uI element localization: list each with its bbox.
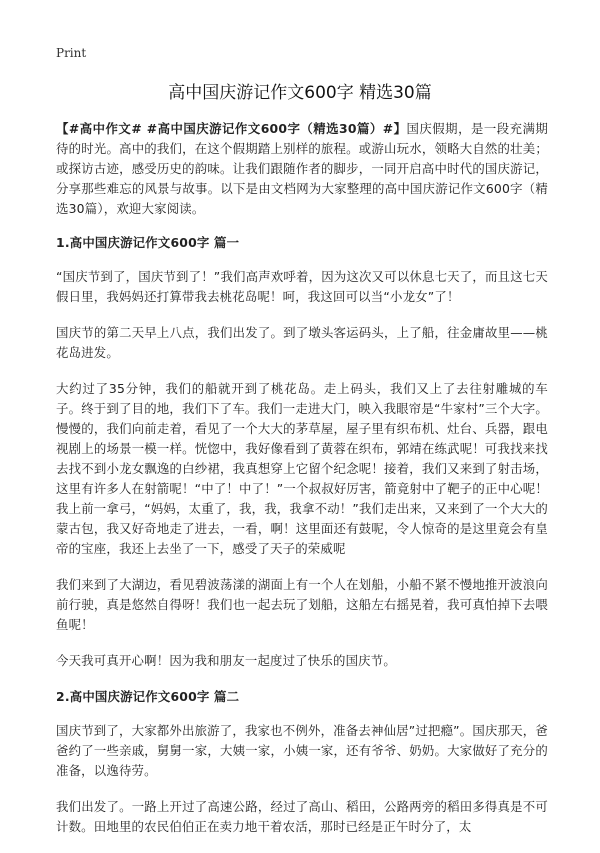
section-heading-2: 2.高中国庆游记作文600字 篇二 — [56, 689, 240, 704]
paragraph: “国庆节到了，国庆节到了！”我们高声欢呼着，因为这次又可以休息七天了，而且这七天假日里，我妈妈还打算带我去桃花岛呢！呵，我这回可以当“小龙女”了！ — [56, 269, 548, 304]
page-title: 高中国庆游记作文600字 精选30篇 — [168, 83, 432, 103]
article-body — [56, 119, 548, 853]
intro-tag: 【#高中作文# #高中国庆游记作文600字（精选30篇）#】 — [56, 121, 407, 136]
paragraph: 今天我可真开心啊！因为我和朋友一起度过了快乐的国庆节。 — [56, 653, 396, 668]
paragraph: 我们出发了。一路上开过了高速公路，经过了高山、稻田，公路两旁的稻田多得真是不可计数。田地里的农民伯伯正在卖力地干着农活，那时已经是正午时分了，太 — [56, 799, 548, 834]
print-link[interactable]: Print — [56, 46, 87, 60]
intro-paragraph — [56, 119, 548, 219]
paragraph: 我们来到了大湖边，看见碧波荡漾的湖面上有一个人在划船，小船不紧不慢地推开波浪向前行驶，真是悠然自得呀！我们也一起去玩了划船，这船左右摇晃着，我可真怕掉下去喂鱼呢！ — [56, 577, 548, 632]
paragraph: 国庆节的第二天早上八点，我们出发了。到了墩头客运码头，上了船，往金庸故里——桃花岛进发。 — [56, 325, 548, 360]
section-heading-1: 1.高中国庆游记作文600字 篇一 — [56, 235, 240, 250]
paragraph: 国庆节到了，大家都外出旅游了，我家也不例外，准备去神仙居”过把瘾”。国庆那天，爸爸约了一些亲戚，舅舅一家，大姨一家，小姨一家，还有爷爷、奶奶。大家做好了充分的准备，以逸待劳。 — [56, 723, 548, 778]
paragraph: 大约过了35分钟，我们的船就开到了桃花岛。走上码头，我们又上了去往射雕城的车子。终于到了目的地，我们下了车。我们一走进大门，映入我眼帘是“牛家村”三个大字。慢慢的，我们向前走着，看见了一个大大的茅草屋，屋子里有织布机、灶台、兵器，跟电视剧上的场景一模一样。恍惚中，我好像看到了黄蓉在织布，郭靖在练武呢！可我找来找去找不到小龙女飘逸的白纱裙，我真想穿上它留个纪念呢！接着，我们又来到了射击场，这里有许多人在射箭呢！“中了！中了！”一个叔叔好厉害，箭竟射中了靶子的正中心呢！我上前一拿弓，“妈妈，太重了，我，我，我拿不动！”我们走出来，又来到了一个大大的蒙古包，我又好奇地走了进去，一看，啊！这里面还有鼓呢，令人惊奇的是这里竟会有皇帝的宝座，我还上去坐了一下，感受了天子的荣威呢 — [56, 381, 548, 556]
intro-text: 国庆假期，是一段充满期待的时光。高中的我们，在这个假期踏上别样的旅程。或游山玩水，领略大自然的壮美；或探访古迹，感受历史的韵味。让我们跟随作者的脚步，一同开启高中时代的国庆游记，分享那些难忘的风景与故事。以下是由文档网为大家整理的高中国庆游记作文600字（精选30篇），欢迎大家阅读。 — [56, 121, 548, 216]
